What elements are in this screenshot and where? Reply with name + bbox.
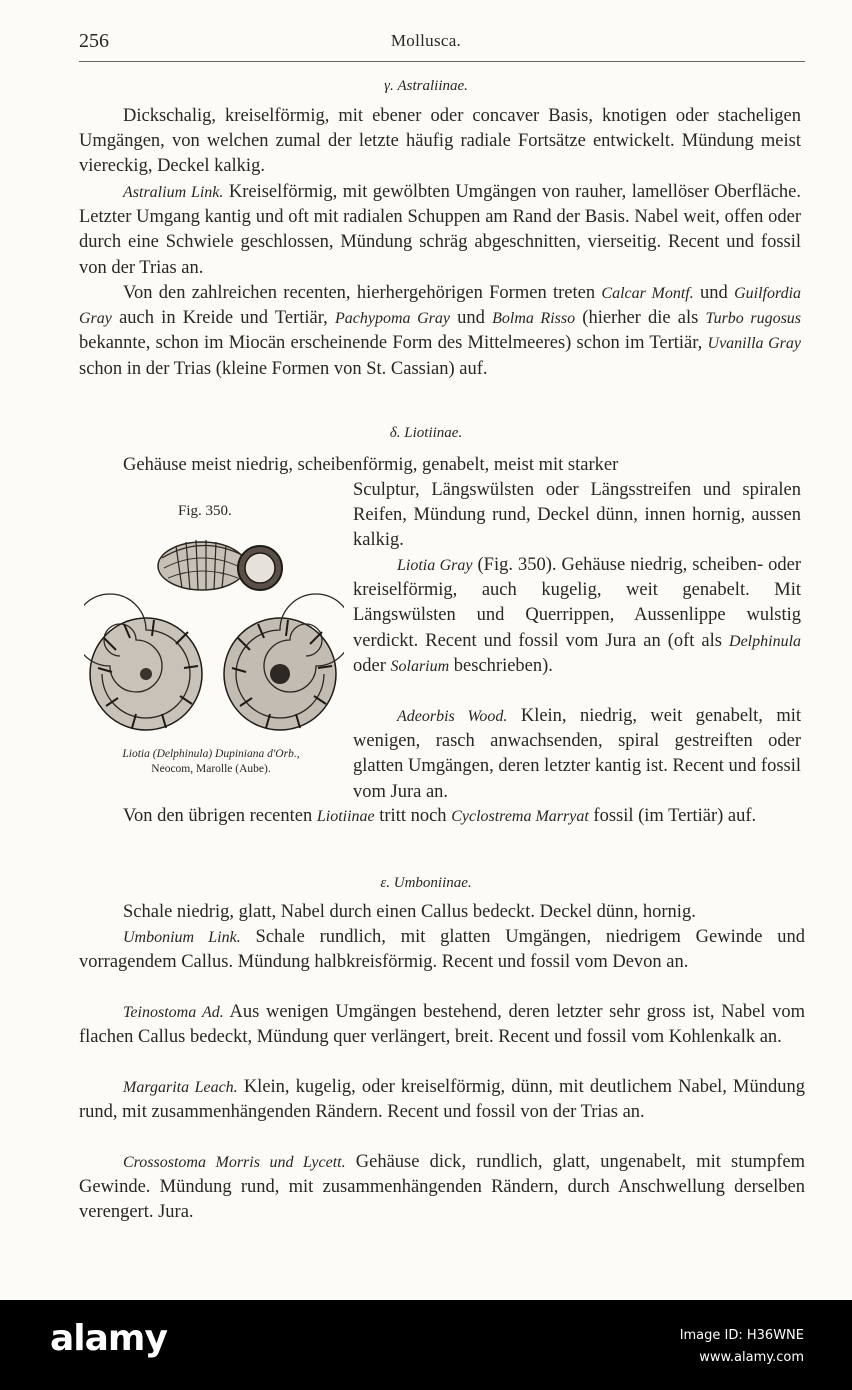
taxon-name: Margarita Leach.	[123, 1079, 238, 1096]
paragraph-astralium: Astralium Link. Kreiselförmig, mit gewölbten Umgängen von rauher, lamellöser Oberfläche. Letzter Umgang kantig und oft mit radialen Schuppen am Rand der Basis. Nabel weit, offen oder durch eine Schwiele geschlossen, Mündung schräg abgeschnitten, vierseitig. Recent und fossil von der Trias an.	[79, 182, 802, 278]
taxon-name: Crossostoma Morris und Lycett.	[123, 1154, 346, 1171]
section-heading-astraliinae: γ. Astraliinae.	[384, 78, 468, 94]
shell-side-view	[158, 540, 282, 590]
header-rule	[79, 61, 805, 62]
paragraph-adeorbis: Adeorbis Wood. Klein, niedrig, weit genabelt, mit wenigen, rasch anwachsenden, spiral gestreiften oder glatten Umgängen, deren letzter kantig ist. Recent und fossil vom Jura an.	[353, 706, 802, 802]
image-id: Image ID: H36WNE	[679, 1328, 804, 1343]
paragraph-astraliinae-intro: Dickschalig, kreiselförmig, mit ebener oder concaver Basis, knotigen oder stacheligen Umgängen, von welchen zumal der letzte häufig radiale Fortsätze entwickelt. Mündung meist viereckig, Deckel kalkig.	[79, 106, 801, 177]
taxon-name: Astralium Link.	[123, 184, 224, 201]
running-head: Mollusca.	[390, 31, 462, 50]
image-credit	[680, 1325, 804, 1369]
section-heading-liotiinae: δ. Liotiinae.	[389, 425, 463, 441]
paragraph-liotiinae-intro-rest: Sculptur, Längswülsten oder Längsstreifen und spiralen Reifen, Mündung rund, Deckel dünn, innen hornig, aussen kalkig.	[353, 480, 801, 551]
figure-liotia-shells	[84, 528, 344, 746]
paragraph-other-liotiinae: Von den übrigen recenten Liotiinae tritt noch Cyclostrema Marryat fossil (im Tertiär) auf.	[123, 806, 757, 826]
section-heading-umboniinae: ε. Umboniinae.	[380, 875, 472, 891]
site-url: www.alamy.com	[699, 1350, 804, 1365]
shell-apical-view	[84, 594, 202, 730]
figure-caption: Liotia (Delphinula) Dupiniana d'Orb., Neocom, Marolle (Aube).	[122, 748, 300, 775]
paragraph-margarita: Margarita Leach. Klein, kugelig, oder kreiselförmig, dünn, mit deutlichem Nabel, Mündung rund, mit zusammenhängenden Rändern. Recent und fossil von der Trias an.	[79, 1077, 805, 1123]
paragraph-recent-forms: Von den zahlreichen recenten, hierhergehörigen Formen treten Calcar Montf. und Guilfordia Gray auch in Kreide und Tertiär, Pachypoma Gray und Bolma Risso (hierher die als Turbo rugosus bekannte, schon im Miocän erscheinende Form des Mittelmeeres) schon im Tertiär, Uvanilla Gray schon in der Trias (kleine Formen von St. Cassian) auf.	[79, 283, 802, 379]
taxon-name: Adeorbis Wood.	[397, 708, 508, 725]
alamy-logo: alamy	[50, 1318, 167, 1359]
page-number: 256	[79, 30, 109, 52]
paragraph-umbonium: Umbonium Link. Schale rundlich, mit glatten Umgängen, niedrigem Gewinde und vorragendem Callus. Mündung halbkreisförmig. Recent und fossil vom Devon an.	[79, 927, 806, 973]
shell-umbilical-view	[224, 594, 344, 730]
paragraph-teinostoma: Teinostoma Ad. Aus wenigen Umgängen bestehend, deren letzter sehr gross ist, Nabel vom flachen Callus bedeckt, Mündung quer verlängert, breit. Recent und fossil vom Kohlenkalk an.	[79, 1002, 806, 1048]
paragraph-crossostoma: Crossostoma Morris und Lycett. Gehäuse dick, rundlich, glatt, ungenabelt, mit stumpfem Gewinde. Mündung rund, mit zusammenhängenden Rändern, durch Anschwellung derselben verengert. Jura.	[79, 1152, 805, 1223]
figure-label: Fig. 350.	[178, 503, 232, 519]
taxon-name: Teinostoma Ad.	[123, 1004, 224, 1021]
taxon-name: Umbonium Link.	[123, 929, 241, 946]
taxon-name: Liotia Gray	[397, 557, 473, 574]
paragraph-liotiinae-intro-line: Gehäuse meist niedrig, scheibenförmig, genabelt, meist mit starker	[123, 455, 619, 475]
paragraph-liotia: Liotia Gray (Fig. 350). Gehäuse niedrig, scheiben- oder kreiselförmig, auch kugelig, weit genabelt. Mit Längswülsten und Querrippen, Aussenlippe wulstig verdickt. Recent und fossil vom Jura an (oft als Delphinula oder Solarium beschrieben).	[353, 555, 802, 676]
paragraph-umboniinae-intro: Schale niedrig, glatt, Nabel durch einen Callus bedeckt. Deckel dünn, hornig.	[123, 902, 696, 922]
